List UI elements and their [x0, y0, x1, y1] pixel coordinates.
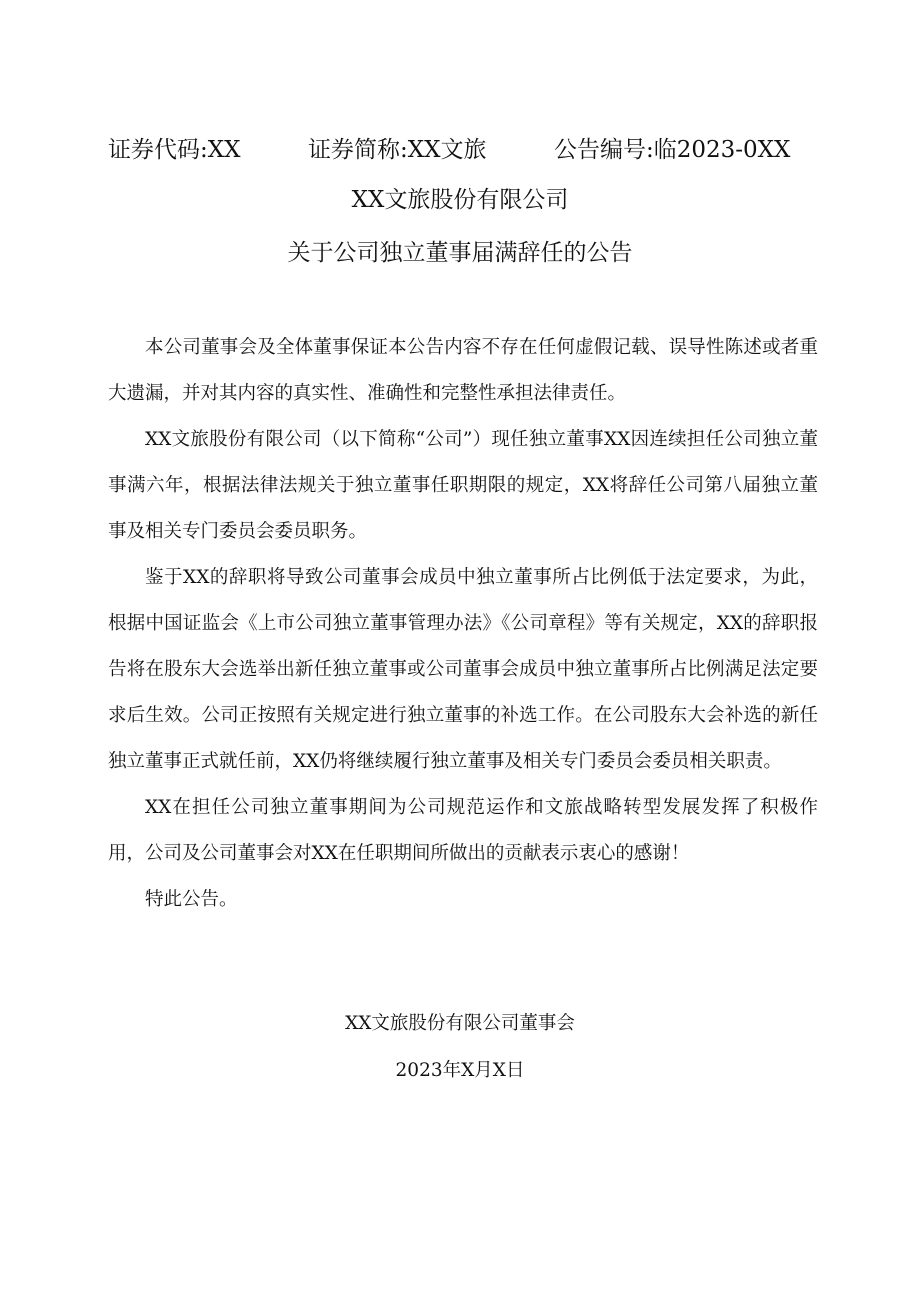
- paragraph-closing: 特此公告。: [145, 889, 238, 910]
- company-title: XX文旅股份有限公司: [351, 187, 569, 213]
- announcement-body: [108, 325, 818, 923]
- announcement-subject: 关于公司独立董事届满辞任的公告: [287, 240, 633, 266]
- paragraph-effectiveness: 鉴于XX的辞职将导致公司董事会成员中独立董事所占比例低于法定要求，为此，根据中国证监会《上市公司独立董事管理办法》《公司章程》等有关规定，XX的辞职报告将在股东大会选举出新任独立董事或公司董事会成员中独立董事所占比例满足法定要求后生效。公司正按照有关规定进行独立董事的补选工作。在公司股东大会补选的新任独立董事正式就任前，XX仍将继续履行独立董事及相关专门委员会委员相关职责。: [108, 567, 818, 772]
- paragraph-thanks: XX在担任公司独立董事期间为公司规范运作和文旅战略转型发展发挥了积极作用，公司及公司董事会对XX在任职期间所做出的贡献表示衷心的感谢！: [108, 797, 818, 864]
- paragraph-disclaimer: 本公司董事会及全体董事保证本公告内容不存在任何虚假记载、误导性陈述或者重大遗漏，并对其内容的真实性、准确性和完整性承担法律责任。: [108, 337, 818, 404]
- paragraph-resignation: XX文旅股份有限公司（以下简称“公司”）现任独立董事XX因连续担任公司独立董事满六年，根据法律法规关于独立董事任职期限的规定，XX将辞任公司第八届独立董事及相关专门委员会委员职务。: [108, 429, 818, 542]
- stock-code: 证券代码:XX: [108, 137, 241, 163]
- signature-issuer: XX文旅股份有限公司董事会: [345, 1013, 575, 1034]
- announcement-header: [108, 132, 828, 168]
- announcement-number: 公告编号:临2023-0XX: [554, 137, 791, 163]
- stock-abbreviation: 证券简称:XX文旅: [308, 137, 487, 163]
- signature-date: 2023年X月X日: [395, 1060, 525, 1081]
